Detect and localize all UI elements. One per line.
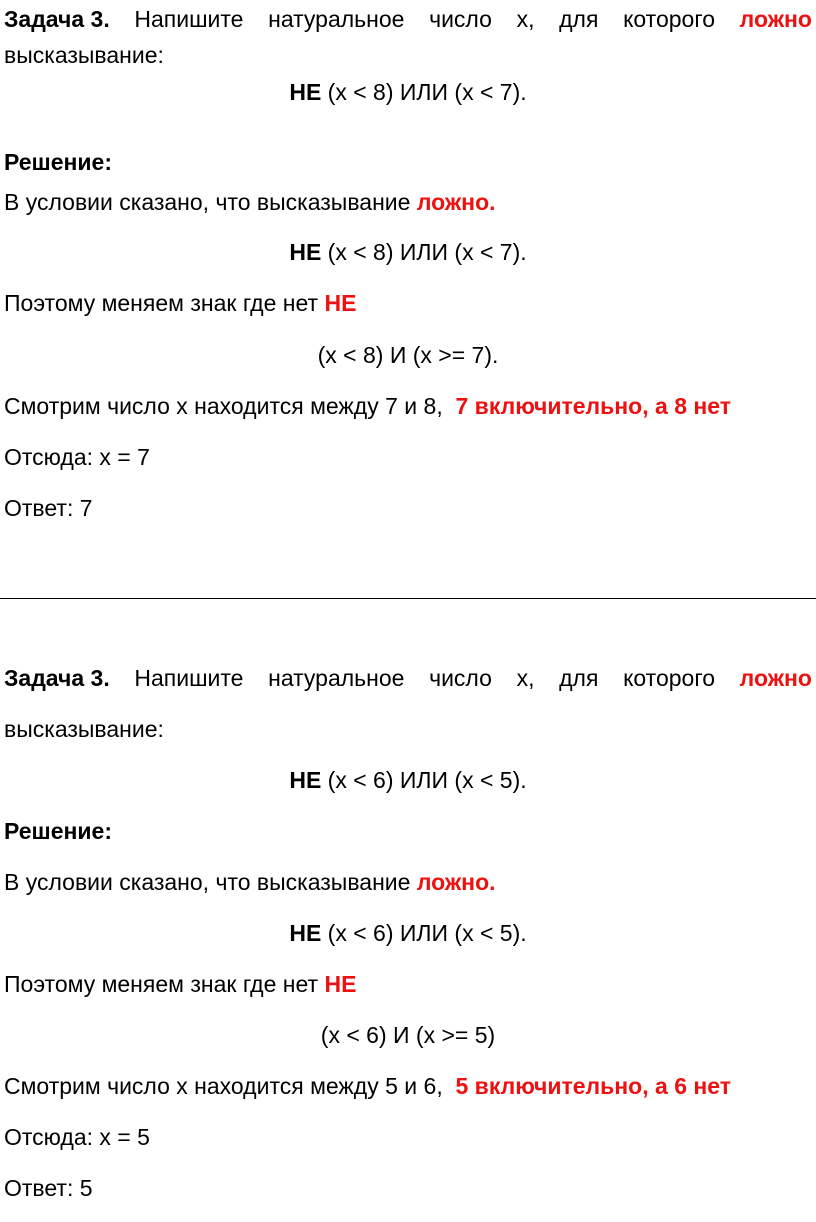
condition-text: В условии сказано, что высказывание	[4, 189, 417, 215]
problem-2-hence: Отсюда: x = 5	[4, 1124, 150, 1150]
problem-1-range	[4, 391, 812, 421]
condition-false-word: ложно.	[416, 869, 496, 895]
statement-word: x,	[516, 6, 535, 32]
problem-2-statement-line-2: высказывание:	[4, 716, 164, 742]
problem-2-title: Задача 3.	[4, 665, 110, 691]
not-operator: НЕ	[289, 79, 322, 105]
statement-word: число	[429, 665, 492, 691]
range-highlight: 5 включительно, а 6 нет	[455, 1073, 732, 1099]
problem-2-expression	[0, 765, 816, 795]
expression-rest: (x < 8) ИЛИ (x < 7).	[321, 239, 527, 265]
statement-word: для	[559, 665, 599, 691]
change-not-word: НЕ	[324, 290, 357, 316]
statement-false-word: ложно	[739, 6, 812, 32]
problem-1-statement-line-1	[4, 4, 812, 34]
statement-word: число	[429, 6, 492, 32]
statement-word: которого	[623, 665, 715, 691]
change-text: Поэтому меняем знак где нет	[4, 971, 325, 997]
statement-word: Напишите	[134, 6, 244, 32]
range-highlight: 7 включительно, а 8 нет	[455, 393, 732, 419]
range-text: Смотрим число x находится между 5 и 6,	[4, 1073, 456, 1099]
range-text: Смотрим число x находится между 7 и 8,	[4, 393, 456, 419]
expression-rest: (x < 8) ИЛИ (x < 7).	[321, 79, 527, 105]
problem-1-expression	[0, 77, 816, 107]
problem-1-statement-line-2: высказывание:	[4, 42, 164, 68]
change-not-word: НЕ	[324, 971, 357, 997]
section-divider	[0, 598, 816, 599]
problem-1-title: Задача 3.	[4, 6, 110, 32]
statement-word: натуральное	[268, 6, 405, 32]
problem-1-hence: Отсюда: x = 7	[4, 444, 150, 470]
problem-1-answer: Ответ: 7	[4, 495, 93, 521]
problem-2-change-sign	[4, 969, 812, 999]
problem-2-range	[4, 1071, 812, 1101]
statement-false-word: ложно	[739, 665, 812, 691]
problem-1-condition	[4, 187, 812, 217]
problem-1-change-sign	[4, 288, 812, 318]
statement-word: натуральное	[268, 665, 405, 691]
problem-1-transformed: (x < 8) И (x >= 7).	[317, 342, 499, 368]
not-operator: НЕ	[289, 920, 322, 946]
not-operator: НЕ	[289, 239, 322, 265]
statement-word: для	[559, 6, 599, 32]
condition-false-word: ложно.	[416, 189, 496, 215]
change-text: Поэтому меняем знак где нет	[4, 290, 325, 316]
expression-rest: (x < 6) ИЛИ (x < 5).	[321, 767, 527, 793]
statement-word: которого	[623, 6, 715, 32]
problem-2-transformed: (x < 6) И (x >= 5)	[320, 1022, 496, 1048]
problem-2-expression-repeat	[0, 918, 816, 948]
problem-2-answer: Ответ: 5	[4, 1175, 93, 1201]
statement-word: x,	[516, 665, 535, 691]
condition-text: В условии сказано, что высказывание	[4, 869, 417, 895]
problem-1-solution-label: Решение:	[4, 149, 113, 175]
problem-2-solution-label: Решение:	[4, 818, 113, 844]
problem-2-statement-line-1	[4, 663, 812, 693]
statement-word: Напишите	[134, 665, 244, 691]
not-operator: НЕ	[289, 767, 322, 793]
expression-rest: (x < 6) ИЛИ (x < 5).	[321, 920, 527, 946]
problem-1-expression-repeat	[0, 237, 816, 267]
problem-2-condition	[4, 867, 812, 897]
